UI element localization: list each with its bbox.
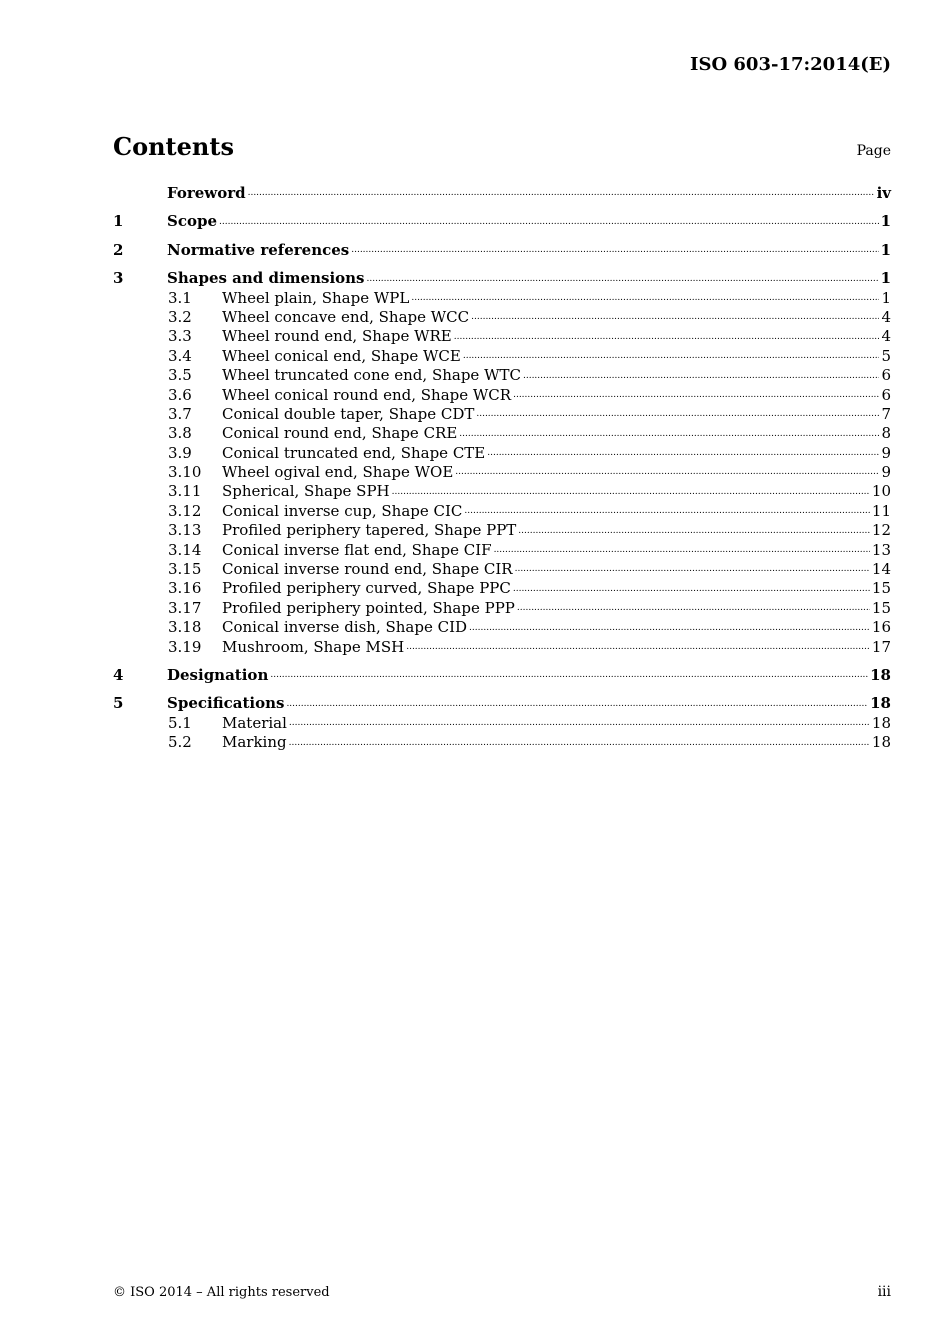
toc-entry-page[interactable]: 6 [881, 385, 891, 404]
dot-leader [286, 697, 868, 711]
toc-entry-number: 3.1 [168, 288, 192, 307]
page-column-label: Page [856, 143, 891, 159]
toc-entry-page[interactable]: 1 [880, 240, 891, 259]
dot-leader [469, 621, 870, 635]
toc-entry-number: 5 [113, 694, 124, 713]
dot-leader [392, 485, 870, 499]
document-id: ISO 603-17:2014(E) [690, 54, 891, 75]
toc-entry-title[interactable]: Profiled periphery pointed, Shape PPP [222, 598, 515, 617]
toc-entry[interactable] [113, 463, 891, 482]
toc-entry-number: 3.13 [168, 521, 202, 540]
dot-leader [515, 562, 870, 576]
dot-leader [455, 465, 879, 479]
page-title: Contents [113, 132, 234, 161]
toc-entry-number: 3.8 [168, 424, 192, 443]
toc-entry[interactable] [113, 241, 891, 260]
dot-leader [406, 640, 870, 654]
toc-entry[interactable] [113, 541, 891, 560]
toc-entry-title[interactable]: Wheel concave end, Shape WCC [222, 307, 470, 326]
toc-entry-number: 2 [113, 240, 124, 259]
dot-leader [518, 524, 870, 538]
toc-entry[interactable] [113, 599, 891, 618]
toc-entry-number: 3.14 [168, 540, 202, 559]
dot-leader [248, 186, 875, 200]
toc-entry-title[interactable]: Wheel plain, Shape WPL [222, 288, 410, 307]
toc-entry-title[interactable]: Material [222, 713, 287, 732]
toc-entry-title[interactable]: Wheel truncated cone end, Shape WTC [222, 366, 521, 385]
toc-entry-page[interactable]: 8 [881, 424, 891, 443]
toc-entry-page[interactable]: 17 [871, 637, 891, 656]
toc-entry[interactable] [113, 327, 891, 346]
toc-entry[interactable] [113, 694, 891, 713]
toc-entry-page[interactable]: 1 [880, 212, 891, 231]
toc-entry-number: 3.16 [168, 579, 202, 598]
toc-entry-title[interactable]: Profiled periphery curved, Shape PPC [222, 579, 511, 598]
dot-leader [494, 543, 870, 557]
toc-entry-number: 3.4 [168, 346, 192, 365]
toc-entry[interactable] [113, 579, 891, 598]
toc-entry-number: 3.10 [168, 463, 202, 482]
toc-entry[interactable] [113, 386, 891, 405]
dot-leader [459, 427, 879, 441]
toc-entry-page[interactable]: 18 [870, 665, 891, 684]
dot-leader [289, 716, 870, 730]
toc-entry-title[interactable]: Wheel conical end, Shape WCE [222, 346, 461, 365]
dot-leader [513, 582, 870, 596]
toc-entry[interactable] [113, 618, 891, 637]
table-of-contents [113, 184, 891, 753]
toc-entry-number: 3.15 [168, 560, 202, 579]
toc-entry-page[interactable]: 9 [881, 463, 891, 482]
toc-entry[interactable] [113, 666, 891, 685]
dot-leader [471, 310, 879, 324]
dot-leader [463, 349, 880, 363]
toc-entry-title[interactable]: Conical truncated end, Shape CTE [222, 443, 486, 462]
toc-entry-title[interactable]: Mushroom, Shape MSH [222, 637, 405, 656]
toc-entry-number: 5.2 [168, 733, 192, 752]
toc-entry-title[interactable]: Wheel round end, Shape WRE [222, 327, 452, 346]
toc-entry[interactable] [113, 560, 891, 579]
toc-entry-title[interactable]: Specifications [167, 694, 285, 713]
toc-entry[interactable] [113, 347, 891, 366]
toc-entry-number: 3.9 [168, 443, 192, 462]
toc-entry-page[interactable]: 10 [871, 482, 891, 501]
toc-entry-title[interactable]: Normative references [167, 240, 350, 259]
toc-entry-number: 3.17 [168, 598, 202, 617]
dot-leader [270, 668, 868, 682]
toc-entry[interactable] [113, 733, 891, 752]
toc-entry-number: 3.5 [168, 366, 192, 385]
toc-entry-title[interactable]: Conical inverse dish, Shape CID [222, 618, 468, 637]
toc-entry-title[interactable]: Wheel ogival end, Shape WOE [222, 463, 454, 482]
toc-entry-number: 3 [113, 269, 124, 288]
dot-leader [351, 243, 878, 257]
toc-entry[interactable] [113, 212, 891, 231]
dot-leader [219, 215, 879, 229]
toc-entry-title[interactable]: Spherical, Shape SPH [222, 482, 390, 501]
toc-entry[interactable] [113, 308, 891, 327]
toc-entry-page[interactable]: 14 [871, 560, 891, 579]
toc-entry-title[interactable]: Designation [167, 665, 269, 684]
dot-leader [487, 446, 879, 460]
toc-entry-title[interactable]: Foreword [167, 184, 246, 202]
toc-entry-number: 3.3 [168, 327, 192, 346]
toc-entry-page[interactable]: 18 [870, 694, 891, 713]
toc-entry-title[interactable]: Wheel conical round end, Shape WCR [222, 385, 512, 404]
toc-entry-title[interactable]: Conical inverse round end, Shape CIR [222, 560, 513, 579]
toc-entry-number: 3.6 [168, 385, 192, 404]
toc-entry-number: 3.7 [168, 404, 192, 423]
dot-leader [289, 736, 870, 750]
toc-entry-number: 3.2 [168, 307, 192, 326]
toc-entry-page[interactable]: 16 [871, 618, 891, 637]
page-number: iii [877, 1284, 891, 1300]
toc-entry-title[interactable]: Profiled periphery tapered, Shape PPT [222, 521, 517, 540]
toc-entry[interactable] [113, 521, 891, 540]
toc-entry-number: 5.1 [168, 713, 192, 732]
toc-entry-page[interactable]: 4 [881, 307, 891, 326]
toc-entry[interactable] [113, 405, 891, 424]
toc-entry-title[interactable]: Scope [167, 212, 218, 231]
toc-entry[interactable] [113, 502, 891, 521]
toc-entry[interactable] [113, 444, 891, 463]
toc-entry-page[interactable]: 5 [881, 346, 891, 365]
toc-entry-page[interactable]: 7 [881, 404, 891, 423]
toc-entry-title[interactable]: Conical inverse flat end, Shape CIF [222, 540, 492, 559]
dot-leader [517, 601, 870, 615]
toc-entry[interactable] [113, 638, 891, 657]
toc-entry-page[interactable]: 9 [881, 443, 891, 462]
toc-entry[interactable] [113, 714, 891, 733]
toc-entry-page[interactable]: 12 [871, 521, 891, 540]
toc-entry-title[interactable]: Conical inverse cup, Shape CIC [222, 501, 463, 520]
toc-entry[interactable] [113, 482, 891, 501]
toc-entry[interactable] [113, 366, 891, 385]
toc-entry-page[interactable]: 4 [881, 327, 891, 346]
toc-entry-number: 3.12 [168, 501, 202, 520]
toc-entry-title[interactable]: Conical double taper, Shape CDT [222, 404, 475, 423]
toc-entry-page[interactable]: 1 [880, 269, 891, 288]
toc-entry-number: 3.18 [168, 618, 202, 637]
toc-entry[interactable] [113, 184, 891, 203]
toc-entry-page[interactable]: iv [876, 184, 891, 202]
dot-leader [513, 388, 879, 402]
dot-leader [464, 504, 870, 518]
toc-entry-page[interactable]: 15 [871, 598, 891, 617]
toc-entry-number: 1 [113, 212, 124, 231]
toc-entry-number: 3.11 [168, 482, 202, 501]
toc-entry-page[interactable]: 13 [871, 540, 891, 559]
toc-entry[interactable] [113, 424, 891, 443]
dot-leader [476, 407, 879, 421]
toc-entry-page[interactable]: 11 [871, 501, 891, 520]
dot-leader [367, 272, 879, 286]
toc-entry-number: 4 [113, 665, 124, 684]
toc-entry-page[interactable]: 15 [871, 579, 891, 598]
toc-entry-title[interactable]: Marking [222, 733, 287, 752]
copyright-notice: © ISO 2014 – All rights reserved [113, 1285, 330, 1300]
toc-entry[interactable] [113, 289, 891, 308]
toc-entry-page[interactable]: 1 [881, 288, 891, 307]
dot-leader [454, 330, 880, 344]
toc-entry-title[interactable]: Conical round end, Shape CRE [222, 424, 458, 443]
dot-leader [523, 369, 879, 383]
toc-entry-title[interactable]: Shapes and dimensions [167, 269, 365, 288]
toc-entry-number: 3.19 [168, 637, 202, 656]
toc-entry-page[interactable]: 6 [881, 366, 891, 385]
toc-entry[interactable] [113, 269, 891, 288]
toc-entry-page[interactable]: 18 [871, 733, 891, 752]
toc-entry-page[interactable]: 18 [871, 713, 891, 732]
dot-leader [411, 291, 879, 305]
